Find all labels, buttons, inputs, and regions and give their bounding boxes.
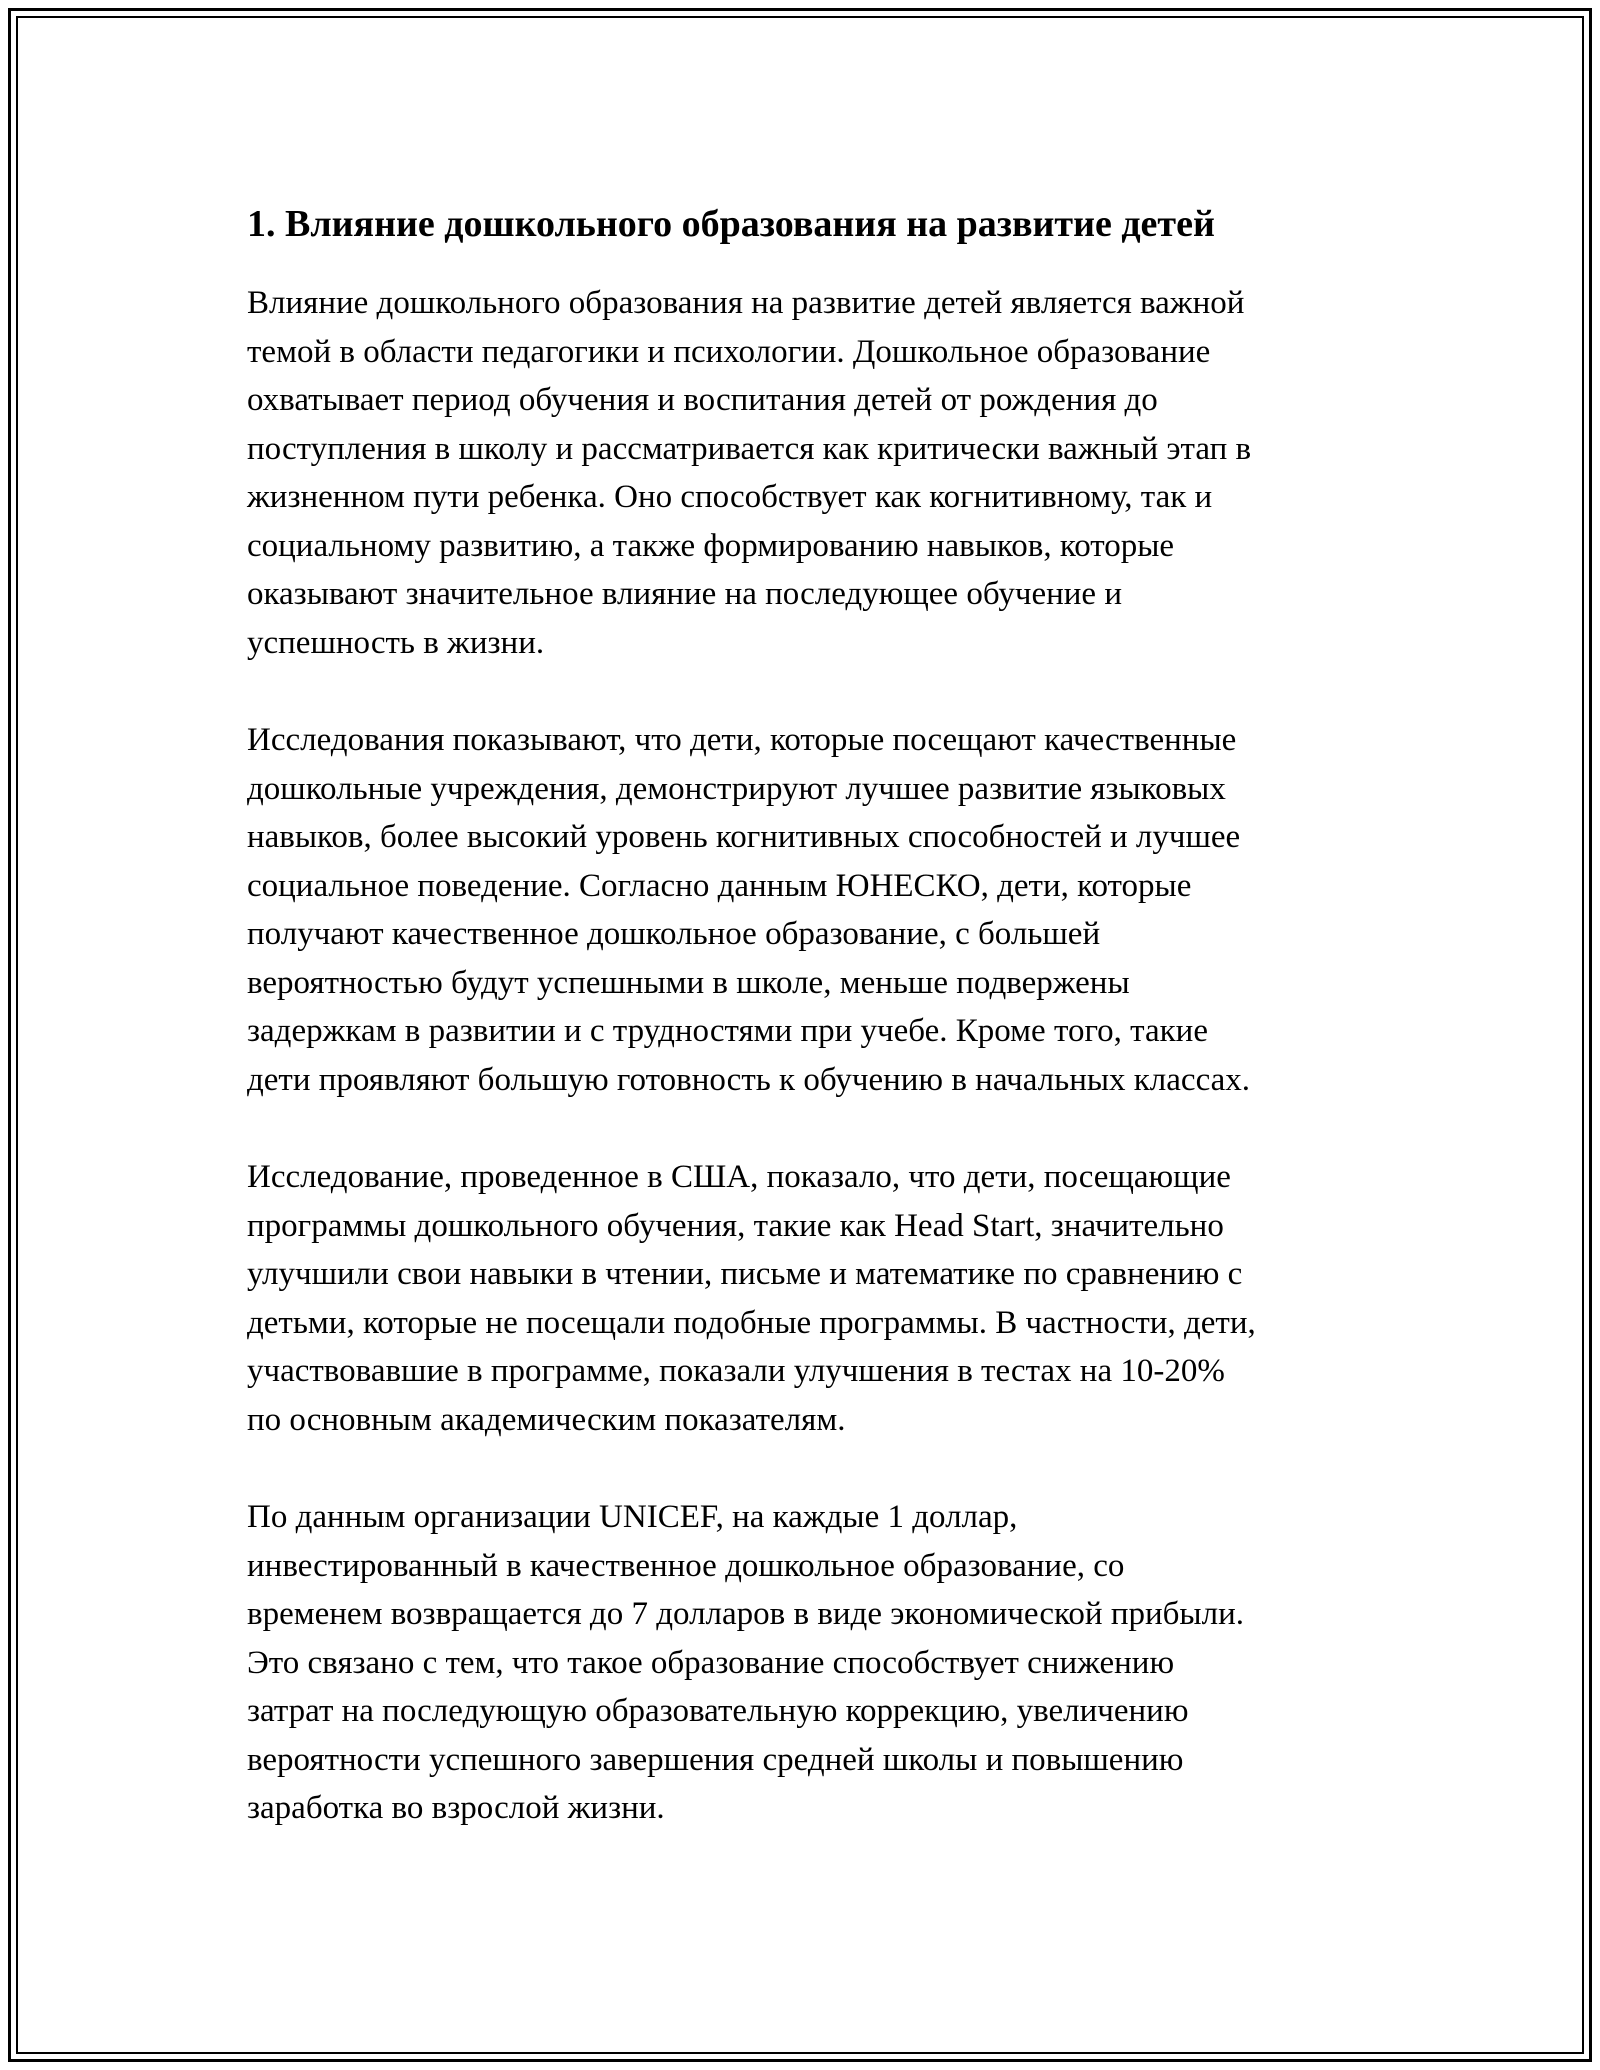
text-line: Исследование, проведенное в США, показало, что дети, посещающие: [247, 1159, 1231, 1195]
page-border: [8, 8, 1592, 2062]
text-line: жизненном пути ребенка. Оно способствует как когнитивному, так и: [247, 479, 1213, 515]
text-line: детьми, которые не посещали подобные программы. В частности, дети,: [247, 1304, 1256, 1341]
text-line: заработка во взрослой жизни.: [247, 1790, 665, 1826]
text-line: затрат на последующую образовательную коррекцию, увеличению: [247, 1693, 1189, 1729]
text-line: улучшили свои навыки в чтении, письме и математике по сравнению с: [247, 1256, 1243, 1292]
text-line: получают качественное дошкольное образование, с большей: [247, 916, 1101, 952]
text-line: успешность в жизни.: [247, 624, 545, 661]
text-line: навыков, более высокий уровень когнитивных способностей и лучшее: [247, 819, 1241, 855]
paragraph-1: [247, 279, 1387, 667]
paragraph-3: [247, 1153, 1387, 1444]
text-line: инвестированный в качественное дошкольное образование, со: [247, 1547, 1125, 1584]
text-line: по основным академическим показателям.: [247, 1401, 846, 1438]
text-line: Влияние дошкольного образования на развитие детей является важной: [247, 285, 1245, 321]
paragraph-4: [247, 1493, 1387, 1833]
text-line: дети проявляют большую готовность к обучению в начальных классах.: [247, 1061, 1251, 1098]
document-body: [247, 197, 1387, 1882]
paragraph-2: [247, 716, 1387, 1104]
text-line: темой в области педагогики и психологии. Дошкольное образование: [247, 333, 1211, 370]
text-line: Исследования показывают, что дети, которые посещают качественные: [247, 722, 1237, 758]
text-line: временем возвращается до 7 долларов в виде экономической прибыли.: [247, 1596, 1244, 1632]
text-line: охватывает период обучения и воспитания детей от рождения до: [247, 382, 1158, 418]
text-line: поступления в школу и рассматривается как критически важный этап в: [247, 430, 1252, 467]
text-line: участвовавшие в программе, показали улучшения в тестах на 10-20%: [247, 1353, 1225, 1389]
text-line: По данным организации UNICEF, на каждые 1 доллар,: [247, 1499, 1018, 1535]
text-line: вероятности успешного завершения средней школы и повышению: [247, 1741, 1184, 1778]
section-title: 1. Влияние дошкольного образования на развитие детей: [247, 203, 1215, 245]
text-line: социальному развитию, а также формированию навыков, которые: [247, 527, 1175, 564]
text-line: задержкам в развитии и с трудностями при учебе. Кроме того, такие: [247, 1013, 1208, 1049]
text-line: Это связано с тем, что такое образование способствует снижению: [247, 1644, 1175, 1681]
text-line: социальное поведение. Согласно данным ЮНЕСКО, дети, которые: [247, 867, 1192, 904]
text-line: программы дошкольного обучения, такие как Head Start, значительно: [247, 1207, 1224, 1244]
text-line: вероятностью будут успешными в школе, меньше подвержены: [247, 964, 1130, 1001]
text-line: оказывают значительное влияние на последующее обучение и: [247, 576, 1122, 612]
text-line: дошкольные учреждения, демонстрируют лучшее развитие языковых: [247, 770, 1226, 807]
